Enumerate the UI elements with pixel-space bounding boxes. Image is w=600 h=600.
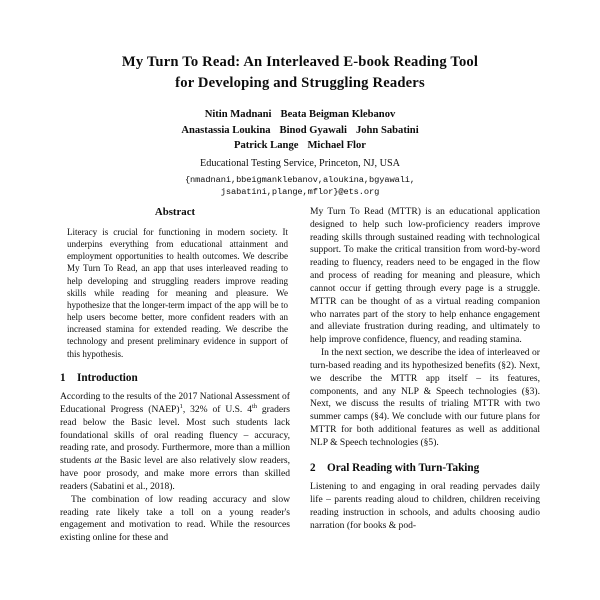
title-line-1: My Turn To Read: An Interleaved E-book Reading Tool [121,54,479,70]
intro-text-a: According to the results of the 2017 National Assessment of Educational Progress (NAEP) [60,391,290,415]
intro-text-c: graders read below the Basic level. Most such students lack foundational skills of oral reading fluency – accuracy, reading rate, and prosody. Furthermore, more than a million students [60,403,290,467]
author-name: Michael Flor [307,140,366,152]
email-line-1: {nmadnani,bbeigmanklebanov,aloukina,bgyawali, [184,174,416,185]
section-title: Introduction [77,371,138,384]
author-name: John Sabatini [355,124,419,136]
author-name: Anastassia Loukina [181,124,271,136]
right-column [310,206,540,600]
section-title: Oral Reading with Turn-Taking [327,461,480,474]
section-number: 2 [310,461,316,474]
abstract-text: Literacy is crucial for functioning in modern society. It underpins everything from educational attainment and employment opportunities to health outcomes. We describe My Turn To Read, an app that uses interleaved reading to help developing and struggling readers improve reading skills while reading for meaning and pleasure. We hypothesize that the longer-term impact of the app will be to help users become better, more confident readers with an increased stamina for extended reading. We describe the technology and present preliminary evidence in support of this hypothesis. [67,226,288,359]
page-title [48,52,552,93]
intro-paragraph-2: The combination of low reading accuracy and slow reading rate likely take a toll on a young reader's engagement and motivation to read. While the resources existing online for these and [60,493,290,544]
intro-text-b: , 32% of U.S. 4 [182,403,252,415]
body-columns [60,206,540,600]
section-heading-oral-reading [310,462,540,475]
affiliation: Educational Testing Service, Princeton, NJ, USA [200,157,400,169]
author-line-2 [0,123,600,138]
ordinal-superscript: th [251,402,258,410]
author-name: Patrick Lange [234,140,299,152]
author-name: Beata Beigman Klebanov [280,109,396,121]
intro-paragraph-1 [60,391,290,494]
left-column [60,206,290,600]
email-line-2: jsabatini,plange,mflor}@ets.org [220,186,380,197]
right-paragraph-3: Listening to and engaging in oral reading pervades daily life – parents reading aloud to children, children receiving reading instruction in schools, and adults choosing audio narration (for books & pod- [310,481,540,531]
intro-text-d: the Basic level are also relatively slow readers, have poor prosody, and make more errors than skilled readers (Sabatini et al., 2018). [60,455,290,492]
footnote-marker: 1 [179,402,183,410]
author-name: Binod Gyawali [279,124,347,136]
title-block [0,0,600,198]
right-paragraph-2: In the next section, we describe the idea of interleaved or turn-based reading and its hypothesized benefits (§2). Next, we describe the MTTR app itself – its features, components, and any NLP & Speech technologies (§3). Next, we discuss the results of trialing MTTR with two summer camps (§4). We conclude with our future plans for MTTR for both additional features as well as additional NLP & Speech technologies (§5). [310,347,540,448]
section-number: 1 [60,371,66,384]
right-paragraph-1: My Turn To Read (MTTR) is an educational application designed to help such low-proficiency readers improve reading skills through sustained reading with technological support. To make the critical transition from word-by-word reading to fluency, readers need to be engaged in the flow and process of reading for meaning and pleasure, which cannot occur if getting through every page is a struggle. MTTR can be thought of as a virtual reading companion who narrates part of the story to help enhance engagement and alleviate frustration during reading, and ultimately to help improve confidence, fluency, and reading stamina. [310,206,540,346]
author-line-3 [0,138,600,153]
section-heading-introduction [60,372,290,385]
author-name: Nitin Madnani [204,109,272,121]
author-line-1 [0,107,600,122]
abstract-heading: Abstract [154,206,196,218]
author-list [0,107,600,153]
intro-text-emphasis: at [94,455,102,467]
author-emails [0,174,600,199]
title-line-2: for Developing and Struggling Readers [175,74,425,91]
